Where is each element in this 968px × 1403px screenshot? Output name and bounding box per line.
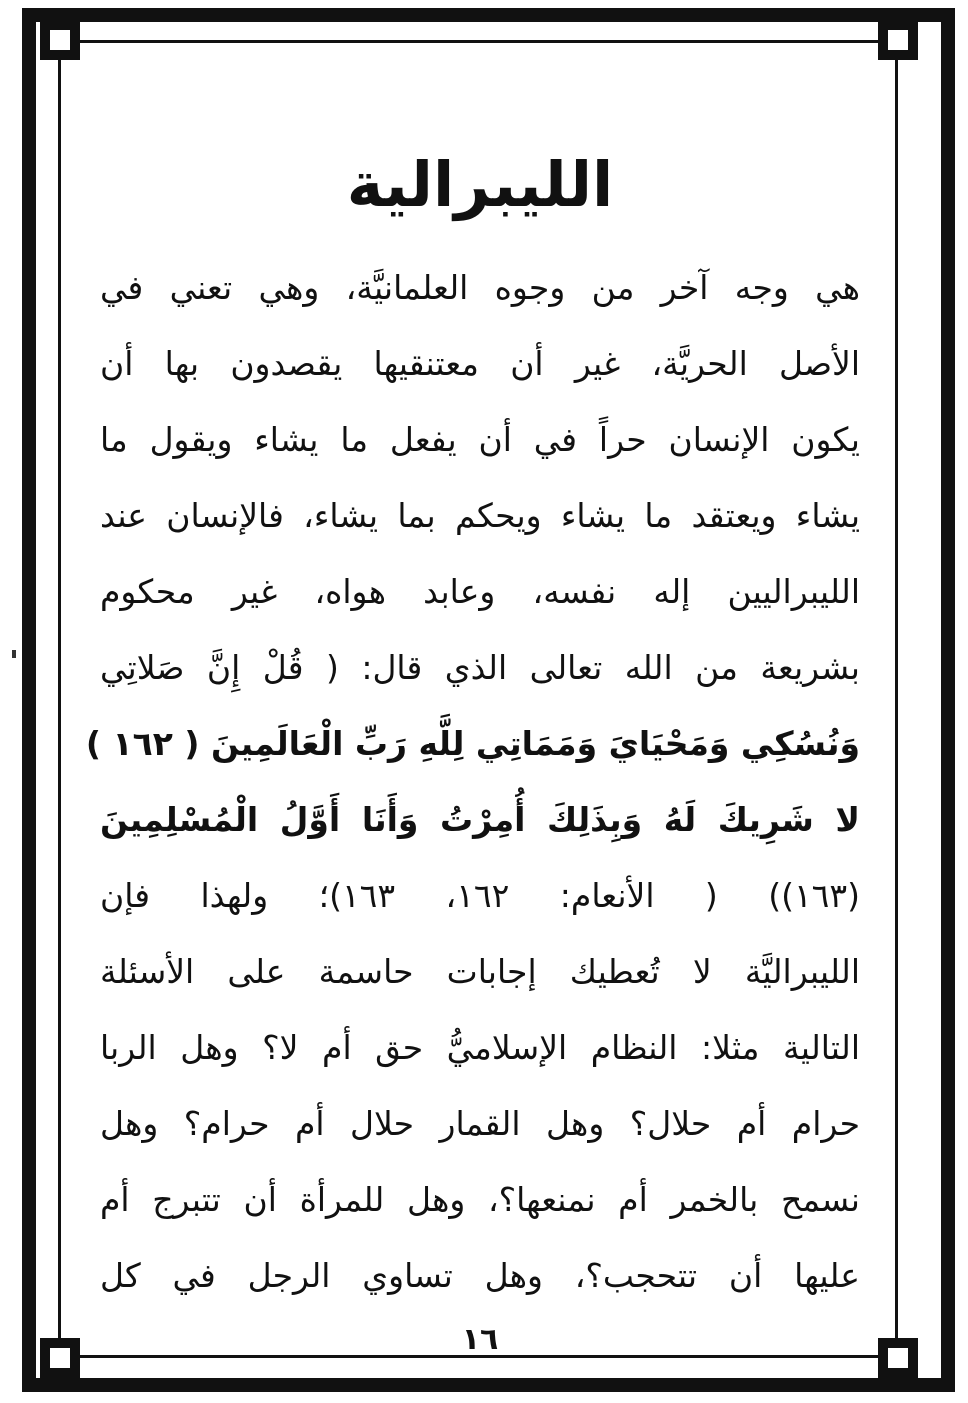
text-line: بشريعة من الله تعالى الذي قال: ( قُلْ إِنَّ صَلاتِي <box>100 648 860 687</box>
book-page <box>85 110 861 1357</box>
text-line: نسمح بالخمر أم نمنعها؟، وهل للمرأة أن تتبرج أم <box>100 1180 860 1219</box>
frame-bottom-border <box>22 1378 955 1392</box>
text-line: حرام أم حلال؟ وهل القمار حلال أم حرام؟ وهل <box>100 1104 860 1143</box>
corner-ornament-top-right <box>878 20 918 60</box>
corner-ornament-bottom-left <box>40 1338 80 1378</box>
quran-verse-line: وَنُسُكِي وَمَحْيَايَ وَمَمَاتِي لِلَّهِ رَبِّ الْعَالَمِينَ ( ١٦٢ ) <box>85 724 860 763</box>
text-line: الليبراليَّة لا تُعطيك إجابات حاسمة على الأسئلة <box>100 952 860 991</box>
frame-top-border <box>22 8 955 22</box>
frame-left-border <box>22 8 36 1392</box>
text-line: هي وجه آخر من وجوه العلمانيَّة، وهي تعني في <box>100 268 860 307</box>
text-line: (١٦٣)) ( الأنعام: ١٦٢، ١٦٣)؛ ولهذا فإن <box>100 876 861 915</box>
page-title: الليبرالية <box>346 148 614 221</box>
body-text <box>85 250 861 1314</box>
text-line: عليها أن تتحجب؟، وهل تساوي الرجل في كل <box>100 1256 860 1295</box>
text-line: الليبراليين إله نفسه، وعابد هواه، غير محكوم <box>100 572 860 611</box>
text-line: التالية مثلا: النظام الإسلاميُّ حق أم لا؟ وهل الربا <box>100 1028 860 1067</box>
text-line: يكون الإنسان حراً في أن يفعل ما يشاء ويقول ما <box>100 420 860 459</box>
corner-ornament-top-left <box>40 20 80 60</box>
frame-right-border <box>941 8 955 1392</box>
page-number: ١٦ <box>461 1322 499 1357</box>
quran-verse-line: لا شَرِيكَ لَهُ وَبِذَلِكَ أُمِرْتُ وَأَنَا أَوَّلُ الْمُسْلِمِينَ <box>100 800 860 839</box>
text-line: الأصل الحريَّة، غير أن معتنقيها يقصدون بها أن <box>100 344 860 383</box>
text-line: يشاء ويعتقد ما يشاء ويحكم بما يشاء، فالإنسان عند <box>100 496 860 535</box>
corner-ornament-bottom-right <box>878 1338 918 1378</box>
scan-artifact <box>12 650 16 658</box>
